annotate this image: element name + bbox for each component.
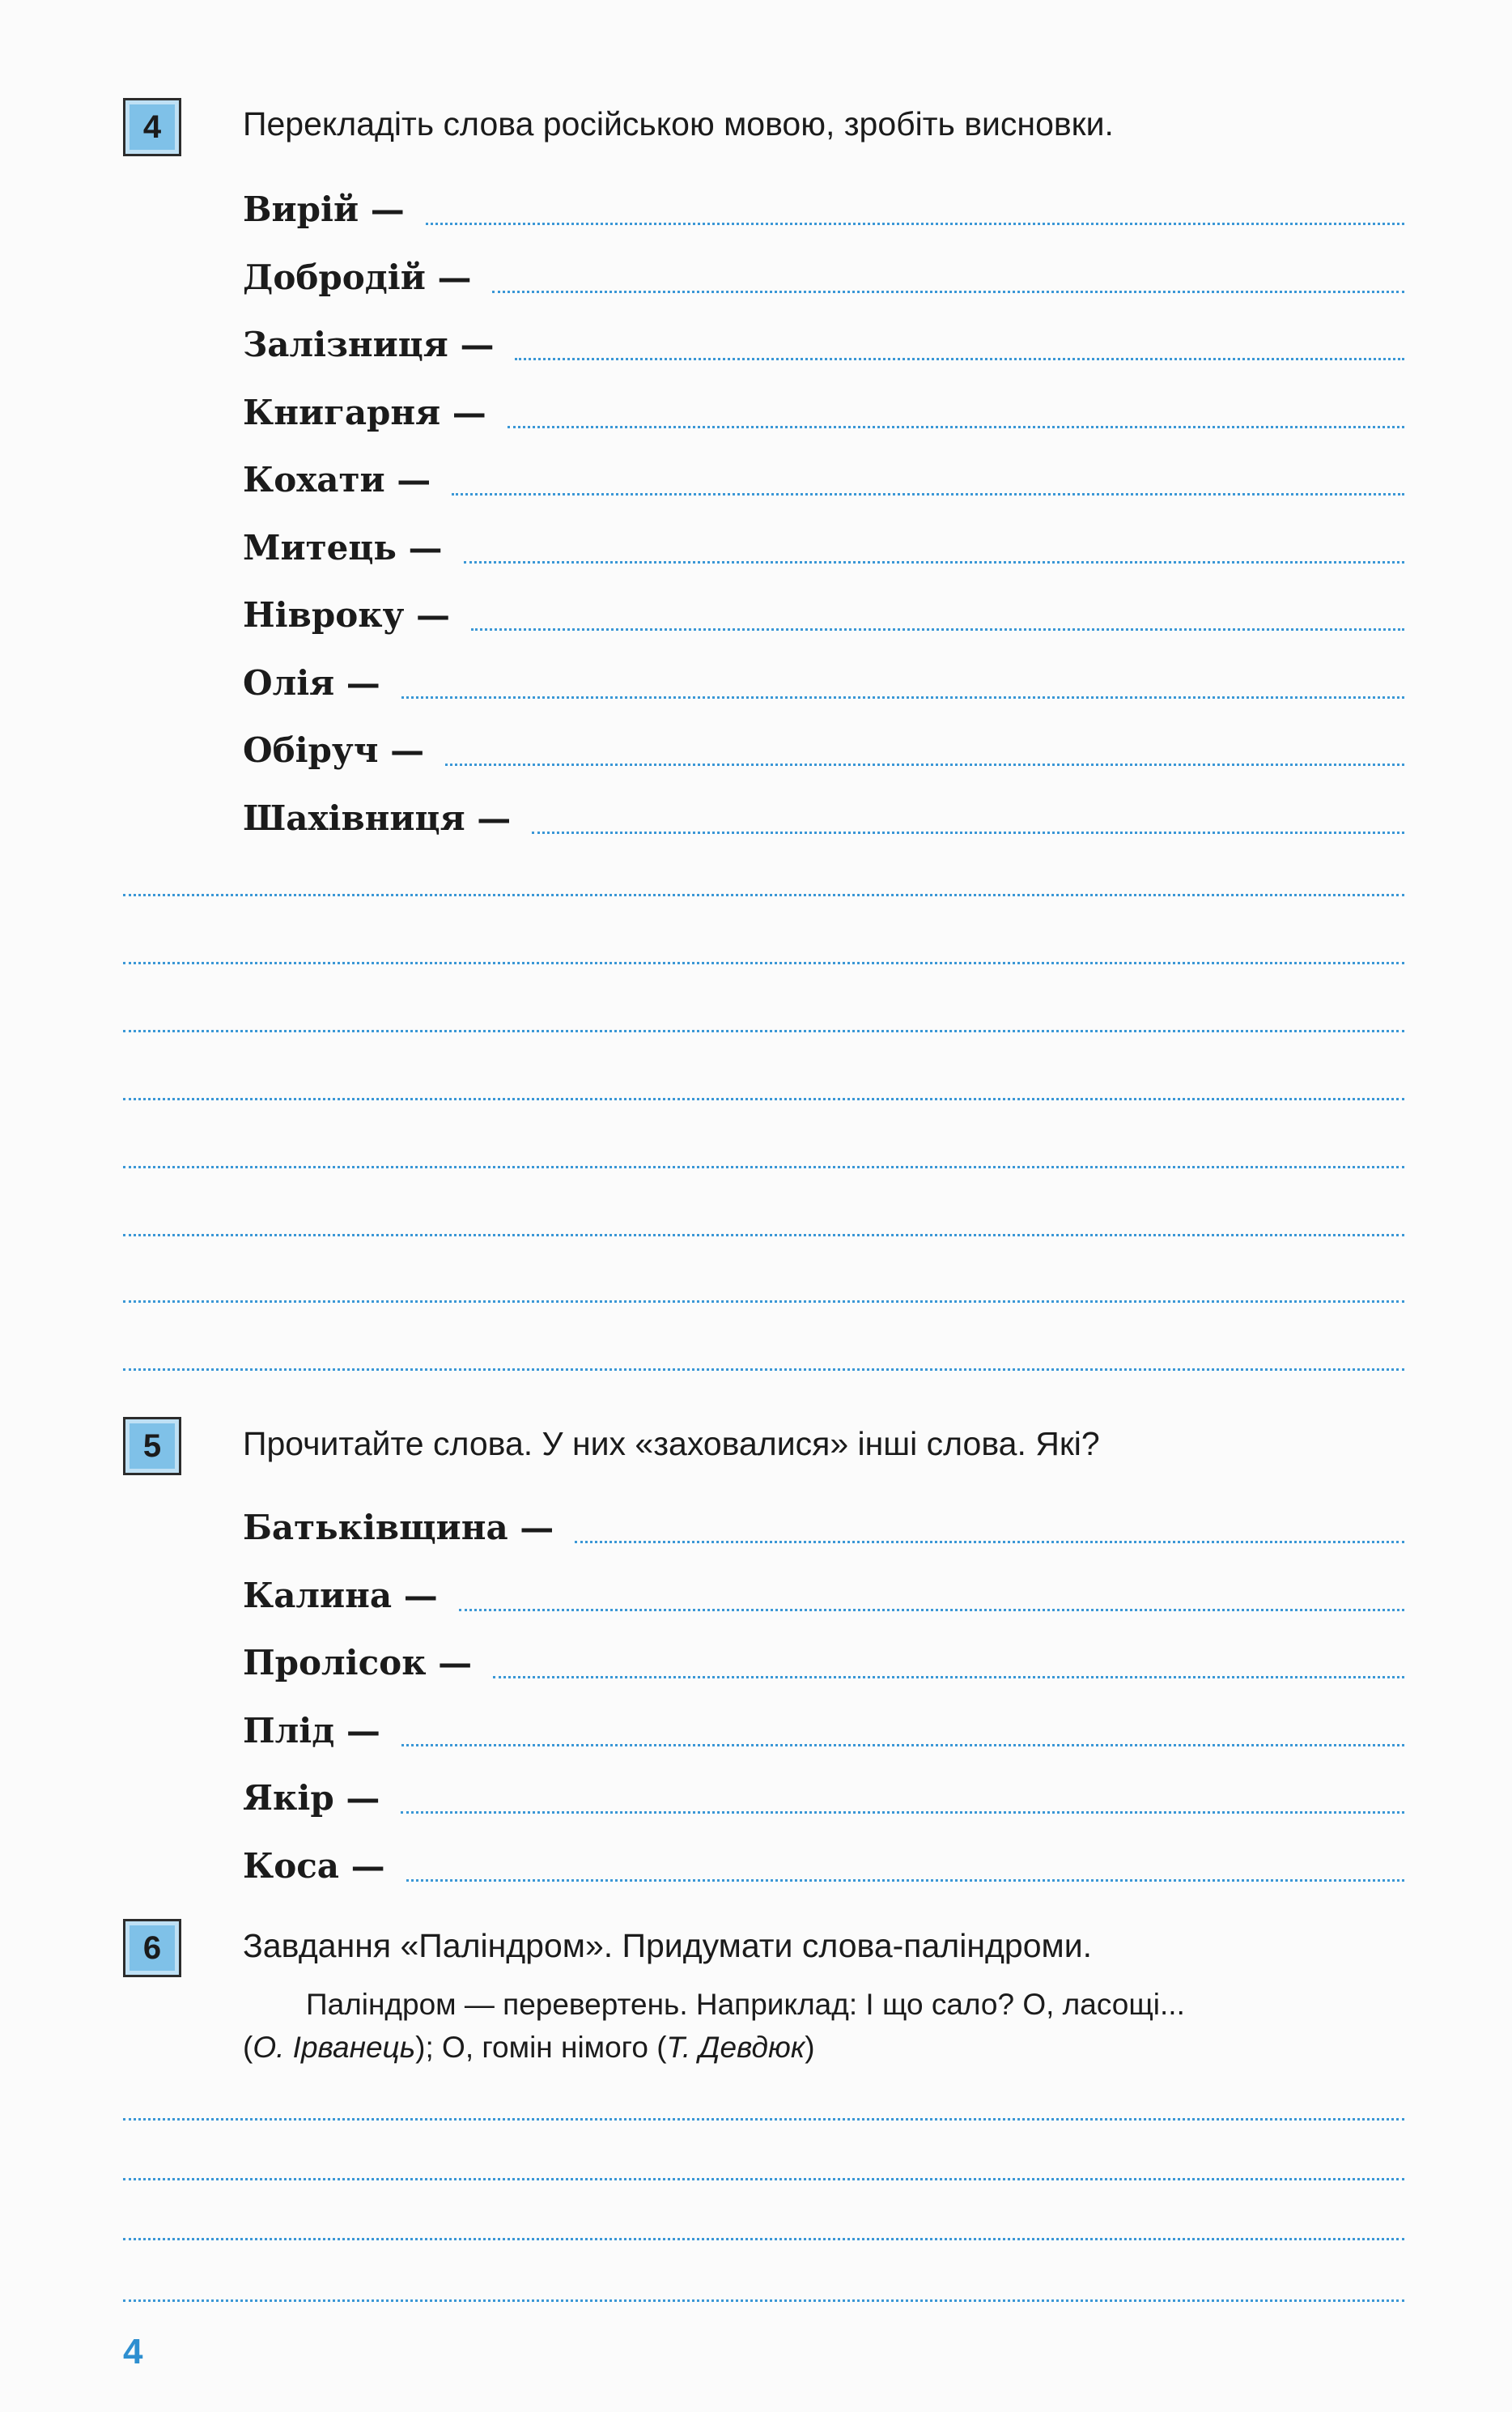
answer-line[interactable] [123, 1234, 1404, 1236]
word-label: Плід — [243, 1710, 380, 1751]
answer-line[interactable] [123, 1166, 1404, 1168]
word-label: Добродій — [243, 257, 472, 297]
word-row [243, 1767, 1404, 1818]
answer-line[interactable] [459, 1609, 1404, 1611]
answer-line[interactable] [401, 1811, 1404, 1814]
page-number: 4 [123, 2332, 143, 2372]
answer-line[interactable] [515, 358, 1404, 360]
word-row [243, 719, 1404, 768]
task-number-badge: 6 [123, 1919, 181, 1977]
answer-line[interactable] [123, 1030, 1404, 1032]
word-row [243, 381, 1404, 430]
answer-line[interactable] [123, 1368, 1404, 1371]
word-row [243, 313, 1404, 362]
answer-line[interactable] [123, 2178, 1404, 2180]
answer-line[interactable] [452, 493, 1404, 496]
word-row [243, 178, 1404, 227]
answer-line[interactable] [123, 1098, 1404, 1100]
word-label: Коса — [243, 1845, 385, 1886]
word-row [243, 449, 1404, 500]
palindrome-note-authors: (О. Ірванець); О, гомін німого (Т. Девдюк) [243, 2031, 815, 2064]
word-label: Нівроку — [243, 595, 451, 635]
answer-line[interactable] [492, 291, 1404, 293]
answer-line[interactable] [406, 1879, 1404, 1882]
answer-line[interactable] [532, 832, 1404, 834]
word-row [243, 584, 1404, 635]
word-label: Шахівниця — [243, 798, 512, 838]
word-label: Вирій — [243, 189, 405, 229]
word-label: Пролісок — [243, 1643, 473, 1682]
word-label: Якір — [243, 1778, 380, 1818]
word-row [243, 1496, 1404, 1545]
word-row [243, 246, 1404, 295]
word-row [243, 1564, 1404, 1613]
word-label: Калина — [243, 1575, 438, 1615]
answer-line[interactable] [493, 1676, 1404, 1678]
palindrome-example: ); О, гомін німого ( [415, 2031, 667, 2064]
answer-line[interactable] [426, 223, 1404, 225]
task-instruction: Прочитайте слова. У них «заховалися» інші слова. Які? [243, 1425, 1100, 1462]
task-number-badge: 4 [123, 98, 181, 156]
answer-line[interactable] [123, 2118, 1404, 2121]
word-row [243, 517, 1404, 568]
word-row [243, 1631, 1404, 1680]
word-label: Залізниця — [243, 325, 495, 364]
word-row [243, 787, 1404, 836]
word-label: Батьківщина — [243, 1508, 554, 1547]
author-name: Т. Девдюк [666, 2031, 805, 2064]
word-row [243, 1699, 1404, 1751]
answer-line[interactable] [401, 1744, 1404, 1746]
answer-line[interactable] [575, 1541, 1404, 1543]
word-label: Книгарня — [243, 392, 486, 432]
answer-line[interactable] [123, 1300, 1404, 1303]
word-label: Обіруч — [243, 730, 425, 770]
answer-line[interactable] [123, 894, 1404, 896]
task-instruction: Завдання «Паліндром». Придумати слова-паліндроми. [243, 1927, 1092, 1964]
answer-line[interactable] [445, 764, 1404, 766]
answer-line[interactable] [401, 696, 1404, 699]
answer-line[interactable] [123, 2299, 1404, 2302]
word-row [243, 1835, 1404, 1886]
answer-line[interactable] [471, 628, 1404, 631]
word-row [243, 652, 1404, 703]
word-label: Митець — [243, 527, 443, 568]
task-number-badge: 5 [123, 1417, 181, 1475]
word-label: Кохати — [243, 460, 431, 500]
answer-line[interactable] [508, 426, 1404, 428]
task-instruction: Перекладіть слова російською мовою, зробіть висновки. [243, 105, 1114, 143]
word-label: Олія — [243, 662, 380, 703]
answer-line[interactable] [123, 962, 1404, 964]
author-name: О. Ірванець [253, 2031, 416, 2064]
answer-line[interactable] [123, 2238, 1404, 2240]
palindrome-note: Паліндром — перевертень. Наприклад: І що сало? О, ласощі... [306, 1988, 1185, 2021]
answer-line[interactable] [464, 561, 1404, 564]
